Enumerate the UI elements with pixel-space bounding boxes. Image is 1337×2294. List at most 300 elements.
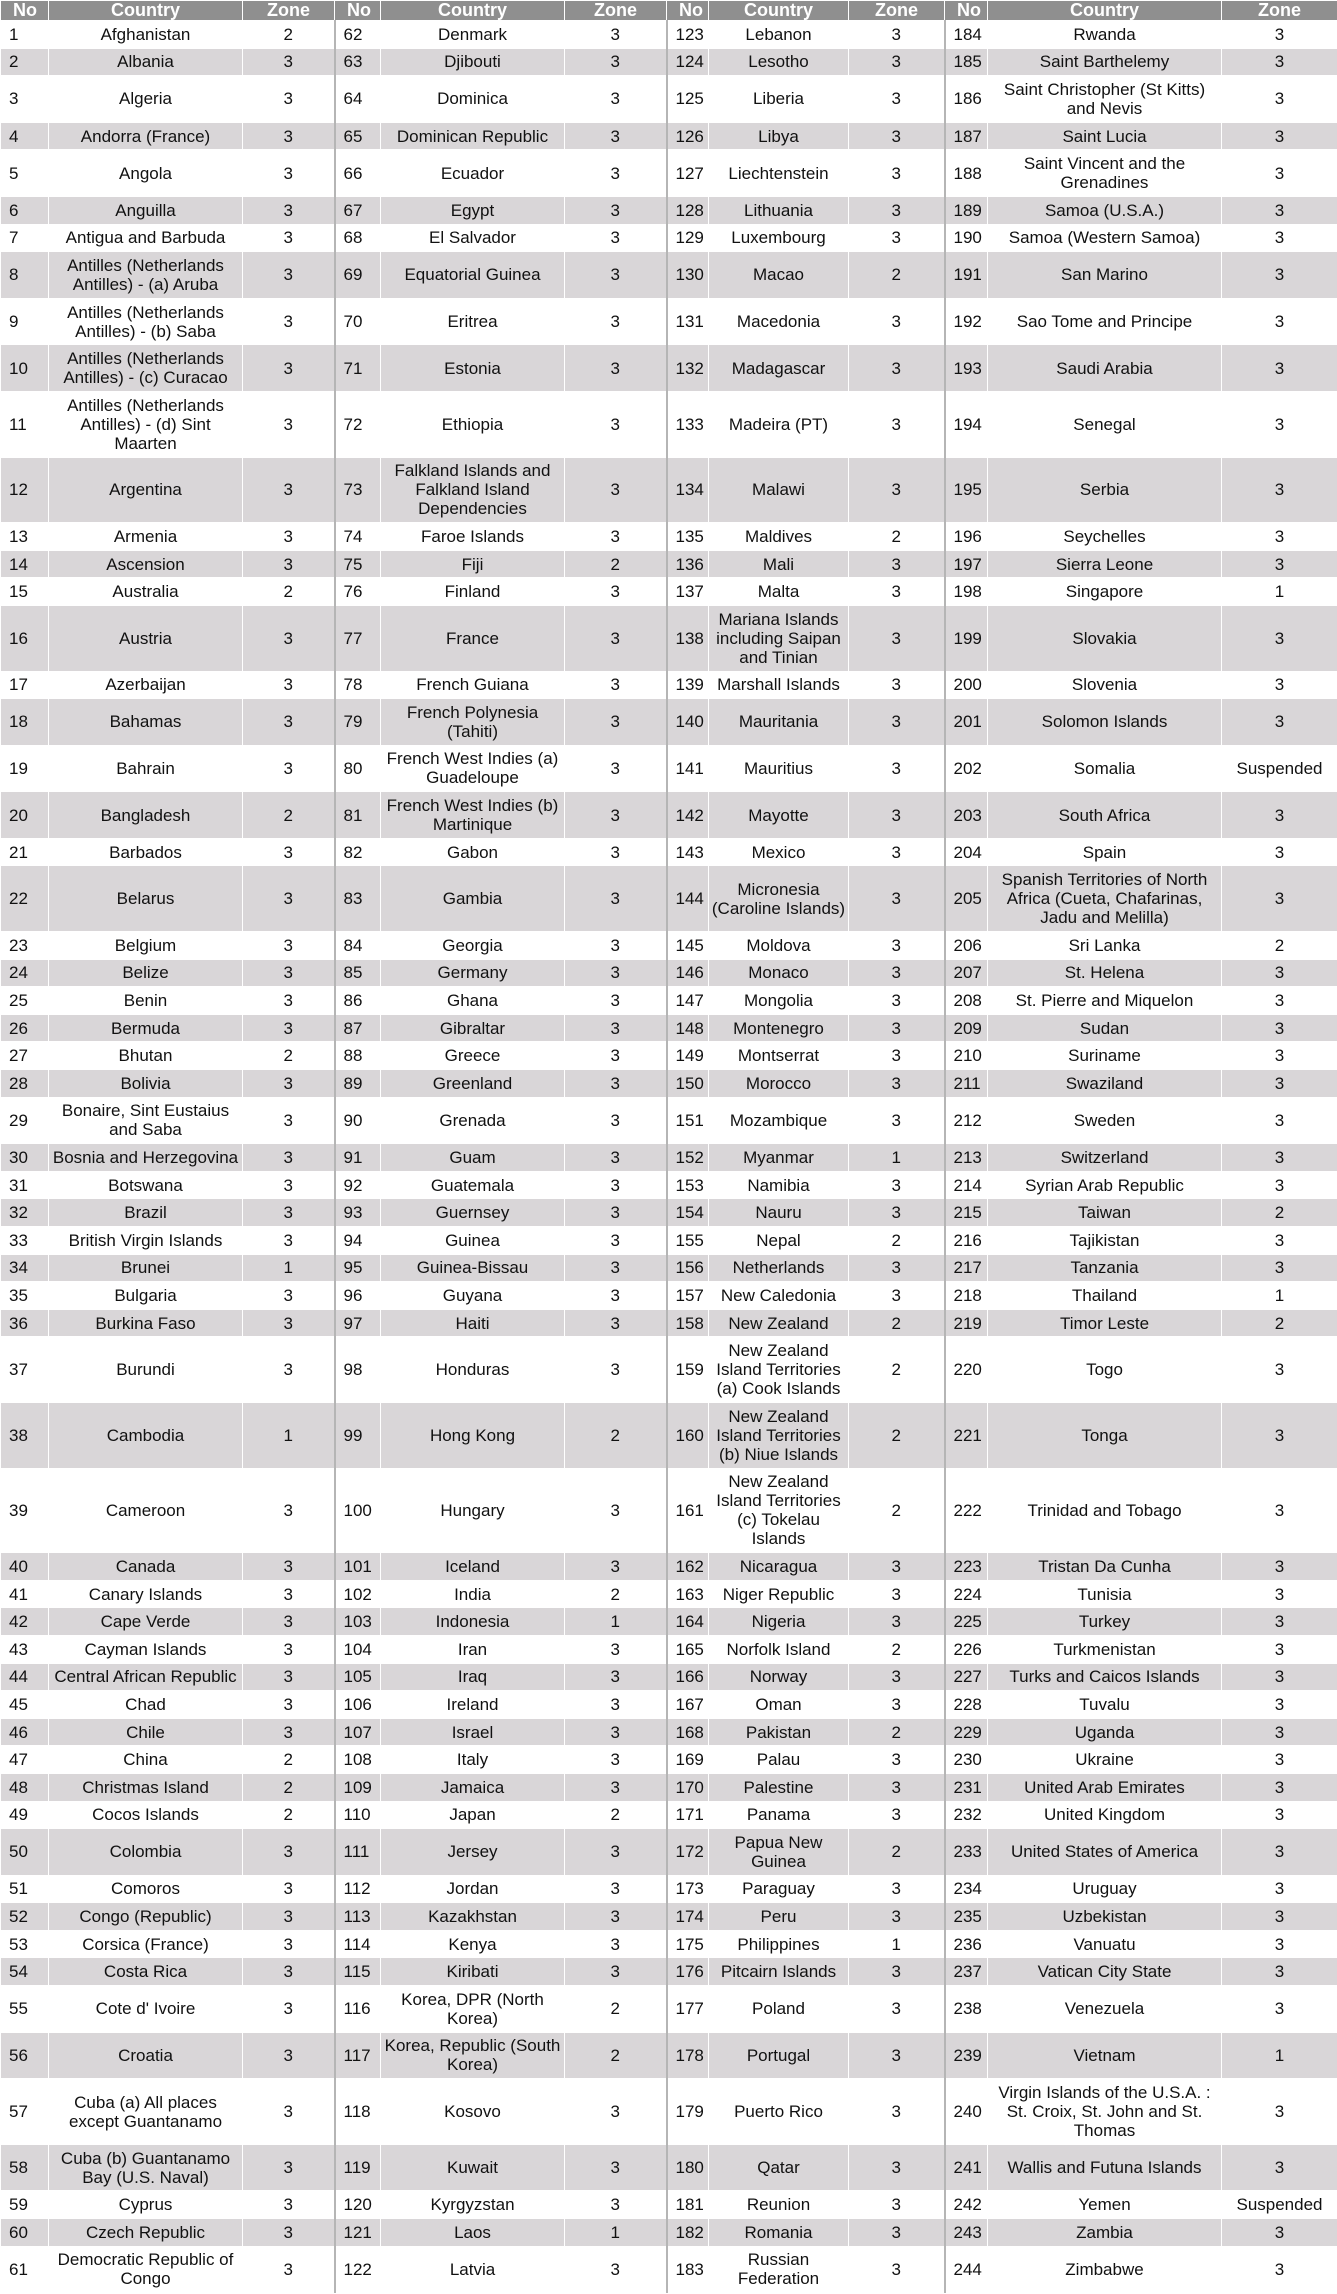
cell-country: Slovakia (988, 605, 1222, 671)
cell-zone: 3 (565, 1903, 667, 1931)
cell-zone: 2 (243, 792, 335, 839)
cell-zone: 2 (849, 1402, 945, 1468)
table-row (1, 1097, 1337, 1144)
cell-country: Marshall Islands (709, 671, 849, 699)
table-row (1, 605, 1337, 671)
cell-no: 75 (335, 550, 381, 578)
cell-country: Italy (381, 1746, 565, 1774)
cell-country: New Zealand Island Territories (a) Cook Islands (709, 1337, 849, 1403)
cell-zone: 3 (565, 1014, 667, 1042)
table-row (1, 1171, 1337, 1199)
cell-country: United States of America (988, 1829, 1222, 1876)
cell-zone: 2 (243, 1801, 335, 1829)
table-row (1, 1553, 1337, 1581)
cell-country: Armenia (49, 523, 243, 551)
cell-country: Madeira (PT) (709, 391, 849, 457)
cell-zone: 3 (849, 1801, 945, 1829)
cell-no: 226 (945, 1635, 988, 1663)
cell-country: Dominica (381, 76, 565, 123)
table-row (1, 2032, 1337, 2079)
cell-no: 67 (335, 196, 381, 224)
cell-zone: 3 (565, 2079, 667, 2145)
table-row (1, 21, 1337, 49)
cell-no: 225 (945, 1608, 988, 1636)
cell-country: Madagascar (709, 345, 849, 392)
cell-no: 244 (945, 2246, 988, 2293)
cell-no: 111 (335, 1829, 381, 1876)
table-row (1, 987, 1337, 1015)
cell-zone: 3 (849, 48, 945, 76)
table-row (1, 76, 1337, 123)
cell-no: 29 (1, 1097, 49, 1144)
cell-no: 9 (1, 298, 49, 345)
cell-no: 202 (945, 745, 988, 792)
cell-no: 144 (667, 866, 709, 932)
cell-country: Papua New Guinea (709, 1829, 849, 1876)
cell-zone: 2 (849, 1337, 945, 1403)
cell-country: Bermuda (49, 1014, 243, 1042)
cell-country: Kiribati (381, 1958, 565, 1986)
cell-country: Spanish Territories of North Africa (Cueta, Chafarinas, Jadu and Melilla) (988, 866, 1222, 932)
cell-country: Ireland (381, 1691, 565, 1719)
cell-country: Tuvalu (988, 1691, 1222, 1719)
cell-no: 77 (335, 605, 381, 671)
cell-country: Burkina Faso (49, 1309, 243, 1337)
cell-no: 219 (945, 1309, 988, 1337)
cell-no: 168 (667, 1718, 709, 1746)
cell-zone: 3 (565, 1254, 667, 1282)
cell-no: 234 (945, 1875, 988, 1903)
cell-country: United Arab Emirates (988, 1773, 1222, 1801)
cell-country: Tunisia (988, 1580, 1222, 1608)
cell-country: Netherlands (709, 1254, 849, 1282)
table-row (1, 1903, 1337, 1931)
table-row (1, 2079, 1337, 2145)
cell-country: Gabon (381, 838, 565, 866)
cell-no: 101 (335, 1553, 381, 1581)
cell-no: 214 (945, 1171, 988, 1199)
cell-zone: 2 (849, 1829, 945, 1876)
cell-no: 97 (335, 1309, 381, 1337)
cell-zone: 3 (1222, 1144, 1337, 1172)
cell-zone: 3 (565, 866, 667, 932)
cell-zone: 3 (565, 838, 667, 866)
cell-zone: 3 (565, 1171, 667, 1199)
cell-country: Belgium (49, 932, 243, 960)
cell-no: 188 (945, 150, 988, 197)
cell-no: 47 (1, 1746, 49, 1774)
cell-no: 106 (335, 1691, 381, 1719)
cell-no: 21 (1, 838, 49, 866)
cell-country: Gibraltar (381, 1014, 565, 1042)
cell-country: Brazil (49, 1199, 243, 1227)
table-row (1, 122, 1337, 150)
cell-no: 18 (1, 699, 49, 746)
cell-no: 177 (667, 1986, 709, 2033)
cell-zone: 3 (243, 457, 335, 523)
cell-no: 116 (335, 1986, 381, 2033)
cell-no: 42 (1, 1608, 49, 1636)
header-no: No (1, 1, 49, 21)
table-row (1, 2144, 1337, 2191)
table-row (1, 866, 1337, 932)
cell-country: Bosnia and Herzegovina (49, 1144, 243, 1172)
header-zone: Zone (1222, 1, 1337, 21)
cell-zone: 2 (243, 21, 335, 49)
cell-country: Chad (49, 1691, 243, 1719)
cell-country: United Kingdom (988, 1801, 1222, 1829)
cell-country: Botswana (49, 1171, 243, 1199)
cell-no: 223 (945, 1553, 988, 1581)
cell-country: Guyana (381, 1282, 565, 1310)
cell-zone: 3 (1222, 2246, 1337, 2293)
cell-zone: 3 (849, 550, 945, 578)
cell-country: Saint Christopher (St Kitts) and Nevis (988, 76, 1222, 123)
table-row (1, 1608, 1337, 1636)
cell-country: Bahrain (49, 745, 243, 792)
cell-zone: 3 (1222, 76, 1337, 123)
cell-zone: 3 (849, 2032, 945, 2079)
table-row (1, 745, 1337, 792)
cell-zone: 3 (243, 932, 335, 960)
cell-country: Czech Republic (49, 2219, 243, 2247)
cell-no: 212 (945, 1097, 988, 1144)
cell-no: 125 (667, 76, 709, 123)
cell-country: Syrian Arab Republic (988, 1171, 1222, 1199)
cell-country: Antilles (Netherlands Antilles) - (b) Saba (49, 298, 243, 345)
cell-zone: 3 (243, 1663, 335, 1691)
cell-no: 176 (667, 1958, 709, 1986)
cell-no: 65 (335, 122, 381, 150)
cell-zone: 3 (849, 1608, 945, 1636)
cell-zone: 3 (849, 932, 945, 960)
cell-zone: 3 (243, 1986, 335, 2033)
cell-country: Bulgaria (49, 1282, 243, 1310)
cell-no: 208 (945, 987, 988, 1015)
cell-country: Puerto Rico (709, 2079, 849, 2145)
cell-zone: 2 (849, 252, 945, 299)
cell-no: 24 (1, 959, 49, 987)
cell-country: Guatemala (381, 1171, 565, 1199)
cell-country: Antigua and Barbuda (49, 224, 243, 252)
cell-no: 241 (945, 2144, 988, 2191)
cell-zone: 3 (849, 1282, 945, 1310)
cell-zone: 3 (849, 1746, 945, 1774)
cell-country: Cameroon (49, 1468, 243, 1553)
cell-no: 56 (1, 2032, 49, 2079)
cell-zone: 1 (243, 1402, 335, 1468)
cell-no: 199 (945, 605, 988, 671)
cell-country: Philippines (709, 1930, 849, 1958)
cell-country: Georgia (381, 932, 565, 960)
cell-zone: 3 (1222, 1829, 1337, 1876)
table-row (1, 48, 1337, 76)
cell-country: Ukraine (988, 1746, 1222, 1774)
cell-country: Taiwan (988, 1199, 1222, 1227)
cell-no: 74 (335, 523, 381, 551)
cell-no: 110 (335, 1801, 381, 1829)
cell-no: 113 (335, 1903, 381, 1931)
cell-country: Liberia (709, 76, 849, 123)
cell-zone: 3 (849, 196, 945, 224)
table-body (1, 21, 1337, 2293)
cell-no: 210 (945, 1042, 988, 1070)
cell-country: Uzbekistan (988, 1903, 1222, 1931)
cell-zone: 3 (1222, 1718, 1337, 1746)
cell-country: Honduras (381, 1337, 565, 1403)
cell-zone: 3 (565, 1042, 667, 1070)
cell-no: 159 (667, 1337, 709, 1403)
cell-zone: 3 (243, 1282, 335, 1310)
cell-zone: 3 (243, 1608, 335, 1636)
cell-country: Luxembourg (709, 224, 849, 252)
cell-zone: 3 (1222, 345, 1337, 392)
cell-zone: 2 (849, 1309, 945, 1337)
table-row (1, 345, 1337, 392)
cell-country: Democratic Republic of Congo (49, 2246, 243, 2293)
cell-zone: 3 (243, 1309, 335, 1337)
cell-zone: 3 (1222, 1801, 1337, 1829)
cell-zone: 3 (849, 1097, 945, 1144)
cell-no: 182 (667, 2219, 709, 2247)
cell-zone: 3 (565, 792, 667, 839)
cell-no: 119 (335, 2144, 381, 2191)
cell-country: Christmas Island (49, 1773, 243, 1801)
cell-country: Turkey (988, 1608, 1222, 1636)
cell-no: 31 (1, 1171, 49, 1199)
cell-country: Moldova (709, 932, 849, 960)
cell-no: 58 (1, 2144, 49, 2191)
cell-zone: 3 (565, 1337, 667, 1403)
cell-zone: 3 (565, 1958, 667, 1986)
cell-no: 126 (667, 122, 709, 150)
cell-zone: 3 (1222, 391, 1337, 457)
cell-no: 86 (335, 987, 381, 1015)
cell-no: 33 (1, 1227, 49, 1255)
cell-country: Libya (709, 122, 849, 150)
cell-country: Turkmenistan (988, 1635, 1222, 1663)
cell-country: Tristan Da Cunha (988, 1553, 1222, 1581)
cell-zone: 3 (243, 1171, 335, 1199)
cell-zone: 3 (565, 1468, 667, 1553)
cell-country: Greece (381, 1042, 565, 1070)
cell-zone: 3 (243, 298, 335, 345)
cell-country: Latvia (381, 2246, 565, 2293)
cell-country: Afghanistan (49, 21, 243, 49)
cell-country: Rwanda (988, 21, 1222, 49)
cell-country: Guam (381, 1144, 565, 1172)
cell-country: Maldives (709, 523, 849, 551)
cell-no: 138 (667, 605, 709, 671)
cell-no: 28 (1, 1070, 49, 1098)
cell-zone: 3 (243, 345, 335, 392)
cell-country: Barbados (49, 838, 243, 866)
header-country: Country (988, 1, 1222, 21)
header-zone: Zone (565, 1, 667, 21)
cell-no: 45 (1, 1691, 49, 1719)
cell-zone: 3 (849, 1986, 945, 2033)
cell-zone: 3 (565, 48, 667, 76)
cell-zone: 2 (565, 1986, 667, 2033)
cell-country: Congo (Republic) (49, 1903, 243, 1931)
cell-zone: 3 (1222, 2144, 1337, 2191)
cell-country: Singapore (988, 578, 1222, 606)
cell-zone: 3 (243, 1580, 335, 1608)
cell-country: South Africa (988, 792, 1222, 839)
cell-country: Ecuador (381, 150, 565, 197)
header-zone: Zone (243, 1, 335, 21)
cell-no: 229 (945, 1718, 988, 1746)
cell-zone: 3 (565, 150, 667, 197)
cell-country: Peru (709, 1903, 849, 1931)
cell-zone: 3 (849, 2079, 945, 2145)
cell-country: Mali (709, 550, 849, 578)
cell-no: 88 (335, 1042, 381, 1070)
cell-country: Virgin Islands of the U.S.A. : St. Croix, St. John and St. Thomas (988, 2079, 1222, 2145)
cell-zone: 3 (849, 21, 945, 49)
cell-country: Portugal (709, 2032, 849, 2079)
cell-zone: 3 (565, 1829, 667, 1876)
table-row (1, 671, 1337, 699)
cell-zone: 2 (565, 2032, 667, 2079)
cell-no: 41 (1, 1580, 49, 1608)
cell-country: Pitcairn Islands (709, 1958, 849, 1986)
cell-no: 37 (1, 1337, 49, 1403)
cell-no: 134 (667, 457, 709, 523)
cell-zone: 2 (1222, 1309, 1337, 1337)
cell-no: 155 (667, 1227, 709, 1255)
cell-no: 122 (335, 2246, 381, 2293)
cell-zone: 3 (565, 605, 667, 671)
cell-country: Oman (709, 1691, 849, 1719)
table-row (1, 2219, 1337, 2247)
cell-zone: 1 (849, 1144, 945, 1172)
cell-no: 242 (945, 2191, 988, 2219)
cell-country: Cambodia (49, 1402, 243, 1468)
cell-country: France (381, 605, 565, 671)
table-row (1, 2246, 1337, 2293)
cell-no: 172 (667, 1829, 709, 1876)
cell-no: 61 (1, 2246, 49, 2293)
cell-no: 1 (1, 21, 49, 49)
cell-no: 39 (1, 1468, 49, 1553)
cell-zone: 3 (243, 987, 335, 1015)
table-row (1, 1635, 1337, 1663)
cell-zone: 3 (849, 866, 945, 932)
cell-country: Mozambique (709, 1097, 849, 1144)
cell-no: 10 (1, 345, 49, 392)
cell-country: Zambia (988, 2219, 1222, 2247)
cell-no: 233 (945, 1829, 988, 1876)
cell-country: Cocos Islands (49, 1801, 243, 1829)
cell-no: 14 (1, 550, 49, 578)
cell-no: 129 (667, 224, 709, 252)
cell-zone: 3 (243, 1553, 335, 1581)
cell-country: Antilles (Netherlands Antilles) - (d) Sint Maarten (49, 391, 243, 457)
cell-no: 205 (945, 866, 988, 932)
cell-no: 34 (1, 1254, 49, 1282)
cell-country: Malta (709, 578, 849, 606)
cell-country: Thailand (988, 1282, 1222, 1310)
cell-country: Ethiopia (381, 391, 565, 457)
cell-no: 99 (335, 1402, 381, 1468)
cell-zone: 3 (849, 792, 945, 839)
header-zone: Zone (849, 1, 945, 21)
cell-country: Saint Vincent and the Grenadines (988, 150, 1222, 197)
cell-no: 193 (945, 345, 988, 392)
cell-country: Reunion (709, 2191, 849, 2219)
cell-no: 220 (945, 1337, 988, 1403)
header-country: Country (49, 1, 243, 21)
cell-no: 195 (945, 457, 988, 523)
cell-country: British Virgin Islands (49, 1227, 243, 1255)
cell-no: 93 (335, 1199, 381, 1227)
cell-zone: 3 (565, 578, 667, 606)
cell-zone: 3 (1222, 1930, 1337, 1958)
cell-zone: 3 (565, 1309, 667, 1337)
cell-zone: 3 (243, 1930, 335, 1958)
cell-no: 139 (667, 671, 709, 699)
cell-no: 52 (1, 1903, 49, 1931)
cell-no: 38 (1, 1402, 49, 1468)
cell-no: 109 (335, 1773, 381, 1801)
cell-zone: 3 (243, 1468, 335, 1553)
cell-zone: 3 (849, 1903, 945, 1931)
cell-zone: 3 (565, 298, 667, 345)
cell-no: 217 (945, 1254, 988, 1282)
cell-no: 71 (335, 345, 381, 392)
cell-zone: 3 (565, 391, 667, 457)
cell-no: 213 (945, 1144, 988, 1172)
table-row (1, 959, 1337, 987)
cell-country: Lesotho (709, 48, 849, 76)
cell-zone: 3 (565, 1144, 667, 1172)
cell-country: New Zealand (709, 1309, 849, 1337)
cell-no: 173 (667, 1875, 709, 1903)
cell-country: Uganda (988, 1718, 1222, 1746)
cell-zone: 3 (1222, 2219, 1337, 2247)
cell-zone: 3 (243, 699, 335, 746)
cell-zone: 3 (1222, 21, 1337, 49)
cell-no: 230 (945, 1746, 988, 1774)
cell-country: Solomon Islands (988, 699, 1222, 746)
cell-no: 112 (335, 1875, 381, 1903)
cell-no: 26 (1, 1014, 49, 1042)
cell-no: 198 (945, 578, 988, 606)
cell-no: 179 (667, 2079, 709, 2145)
cell-zone: 3 (565, 224, 667, 252)
cell-zone: 2 (565, 1580, 667, 1608)
cell-country: Laos (381, 2219, 565, 2247)
cell-zone: 3 (849, 745, 945, 792)
cell-zone: 3 (243, 252, 335, 299)
cell-zone: 3 (849, 1663, 945, 1691)
cell-no: 164 (667, 1608, 709, 1636)
cell-country: Saint Lucia (988, 122, 1222, 150)
cell-zone: 3 (243, 1337, 335, 1403)
cell-country: Nicaragua (709, 1553, 849, 1581)
cell-no: 146 (667, 959, 709, 987)
cell-no: 141 (667, 745, 709, 792)
cell-no: 6 (1, 196, 49, 224)
cell-no: 207 (945, 959, 988, 987)
cell-zone: 3 (1222, 1746, 1337, 1774)
cell-no: 158 (667, 1309, 709, 1337)
cell-no: 108 (335, 1746, 381, 1774)
cell-country: Iran (381, 1635, 565, 1663)
cell-country: Kenya (381, 1930, 565, 1958)
cell-no: 128 (667, 196, 709, 224)
